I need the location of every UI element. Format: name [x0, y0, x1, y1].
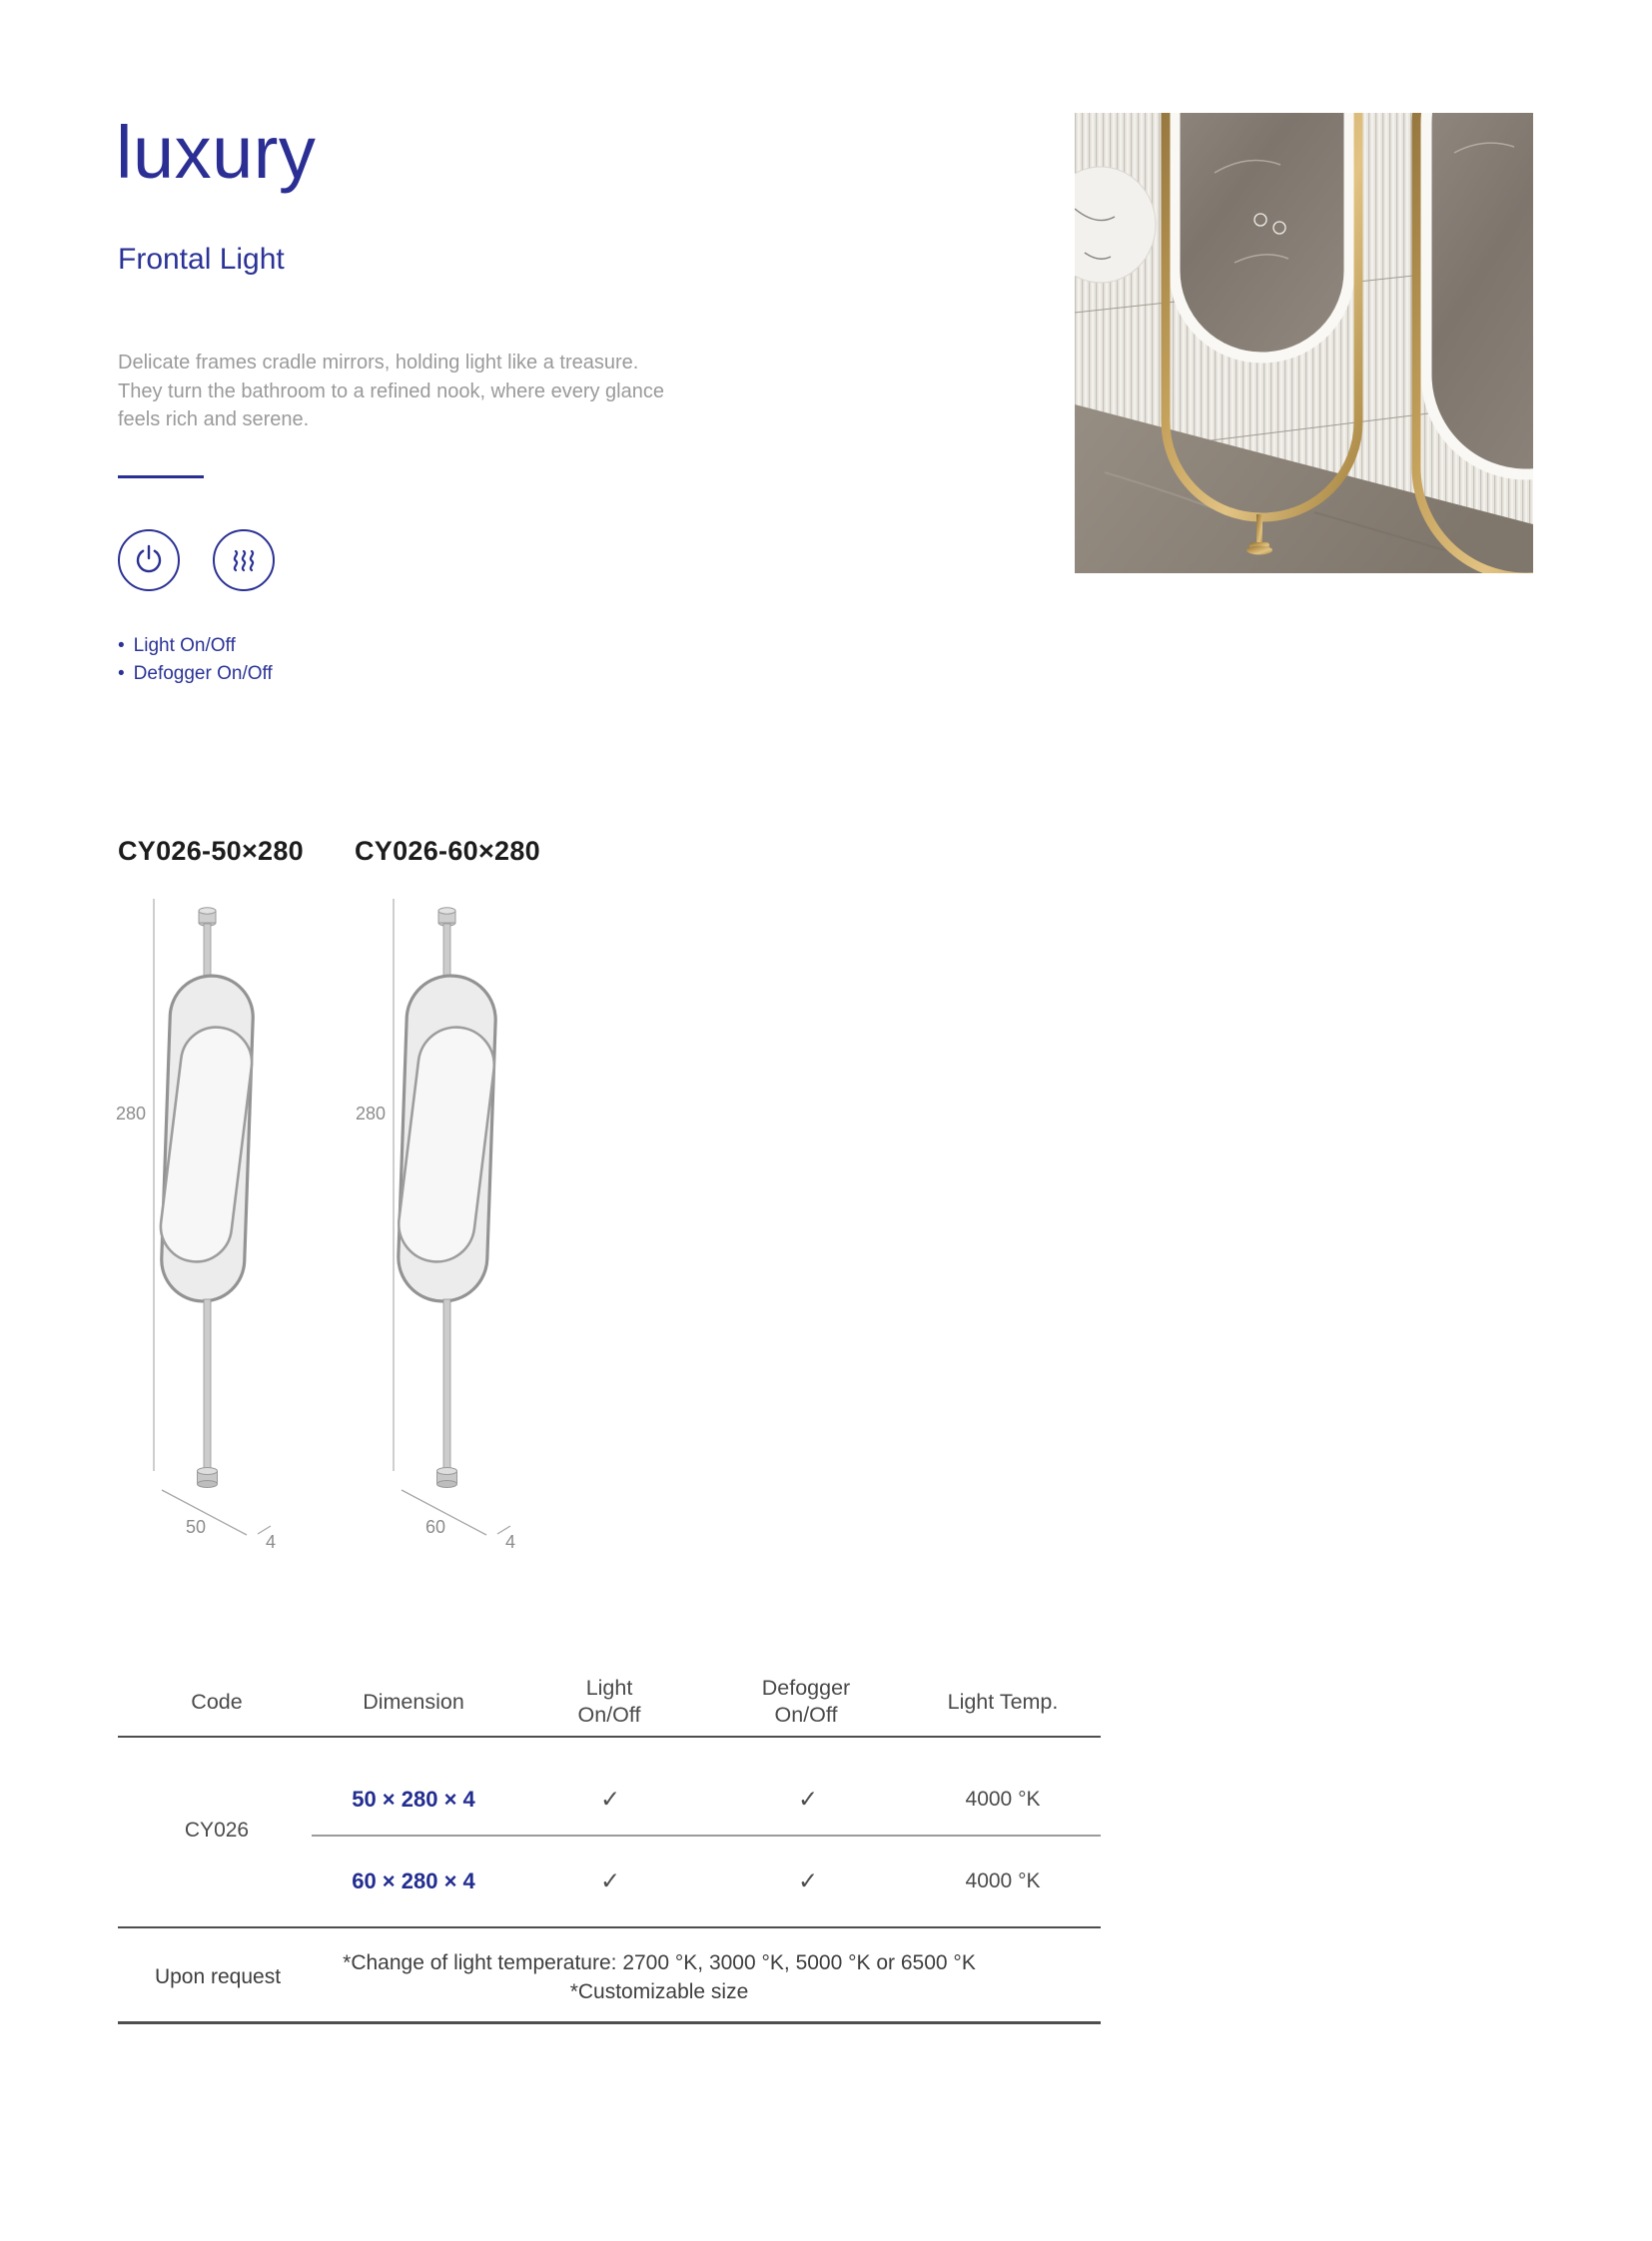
- feature-item: • Defogger On/Off: [118, 660, 273, 688]
- technical-drawing-60x280: [340, 884, 539, 1573]
- product-code-cell: CY026: [184, 1819, 250, 1842]
- col-header-code: Code: [191, 1689, 243, 1714]
- dimension-value: 60 × 280 × 4: [352, 1868, 475, 1893]
- top-pole: [443, 924, 450, 978]
- light-temp-value: 4000 °K: [965, 1788, 1041, 1811]
- col-header-defogger-onoff: Defogger On/Off: [761, 1676, 851, 1727]
- col-header-light-onoff: Light On/Off: [577, 1676, 641, 1727]
- check-light-onoff: ✓: [599, 1868, 621, 1895]
- width-dim-label: 60: [425, 1517, 446, 1537]
- check-defogger-onoff: ✓: [797, 1786, 819, 1814]
- bottom-pole: [204, 1299, 211, 1471]
- defogger-icon: [213, 529, 275, 591]
- height-dim-label: 280: [356, 1104, 387, 1123]
- height-dim-label: 280: [116, 1104, 147, 1123]
- defogger-glyph: [227, 543, 261, 577]
- dimension-value: 50 × 280 × 4: [352, 1787, 475, 1812]
- top-pole: [204, 924, 211, 978]
- upon-request-notes: [310, 1948, 1009, 2006]
- feature-item: • Light On/Off: [118, 632, 273, 660]
- product-photo: [1075, 113, 1533, 573]
- product-code-label: CY026-50×280: [118, 836, 304, 866]
- description-line: Delicate frames cradle mirrors, holding light like a treasure.: [118, 352, 639, 374]
- accent-divider: [118, 475, 204, 478]
- width-dim-label: 50: [186, 1517, 207, 1537]
- bottom-pole: [443, 1299, 450, 1471]
- description-line: feels rich and serene.: [118, 408, 310, 430]
- depth-dim-label: 4: [266, 1532, 277, 1552]
- check-light-onoff: ✓: [599, 1786, 621, 1814]
- description-line: They turn the bathroom to a refined nook, where every glance: [118, 379, 664, 402]
- table-bottom-rule: [118, 2021, 1101, 2024]
- feature-list: [118, 632, 273, 687]
- table-section-rule: [118, 1926, 1101, 1928]
- note-line: *Customizable size: [569, 1980, 749, 2003]
- check-defogger-onoff: ✓: [797, 1868, 819, 1895]
- power-glyph: [132, 543, 166, 577]
- product-description: [118, 349, 707, 434]
- row-divider: [312, 1835, 1101, 1837]
- depth-dim-label: 4: [505, 1532, 516, 1552]
- product-code-label: CY026-60×280: [355, 836, 540, 866]
- col-header-light-temp: Light Temp.: [947, 1689, 1059, 1714]
- page-subtitle: Frontal Light: [118, 243, 285, 276]
- page-title: luxury: [116, 111, 317, 194]
- light-temp-value: 4000 °K: [965, 1869, 1041, 1892]
- technical-drawing-50x280: [100, 884, 300, 1573]
- power-icon: [118, 529, 180, 591]
- note-line: *Change of light temperature: 2700 °K, 3000 °K, 5000 °K or 6500 °K: [343, 1951, 976, 1974]
- col-header-dimension: Dimension: [363, 1689, 464, 1714]
- upon-request-label: Upon request: [154, 1965, 282, 1988]
- table-header-rule: [118, 1736, 1101, 1738]
